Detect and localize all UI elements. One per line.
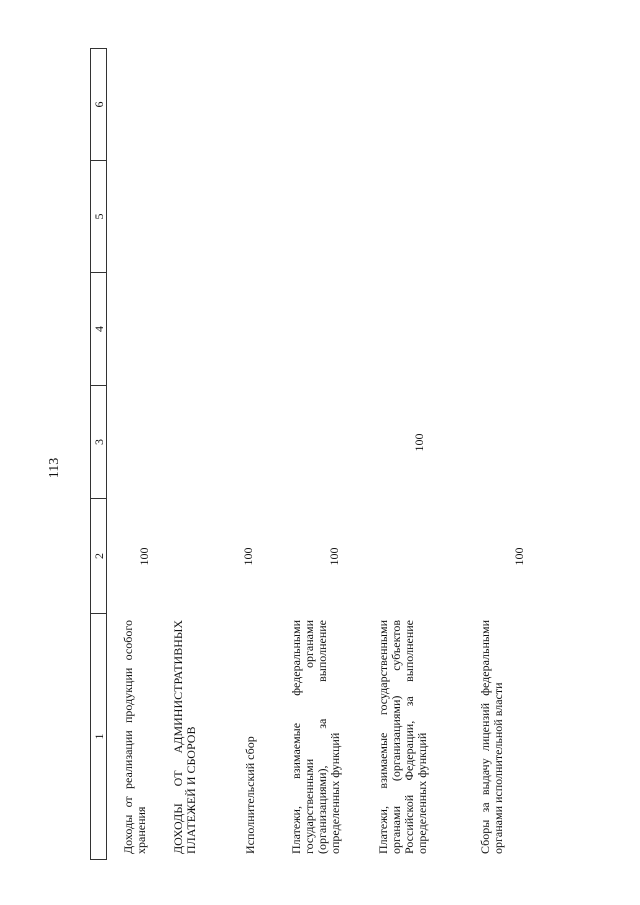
header-cell-3: 3 [90, 386, 107, 499]
header-cell-6: 6 [90, 48, 107, 161]
page-number: 113 [47, 457, 62, 479]
table-row [168, 48, 223, 860]
header-cell-5: 5 [90, 161, 107, 273]
row-label: ДОХОДЫ ОТ АДМИНИСТРАТИВНЫХ ПЛАТЕЖЕЙ И СБОРОВ [171, 620, 198, 854]
row-label: Исполнительский сбор [243, 736, 257, 854]
header-cell-4: 4 [90, 273, 107, 386]
row-value-col2: 100 [137, 547, 151, 566]
row-value-col2: 100 [512, 547, 526, 566]
row-value-col3 [240, 386, 270, 499]
row-value-col3 [118, 386, 158, 499]
row-value-col2 [168, 499, 223, 614]
revenue-table [90, 48, 552, 860]
row-value-col3 [286, 386, 346, 499]
table-row [373, 48, 448, 860]
header-cell-2: 2 [90, 499, 107, 614]
row-value-col3 [168, 386, 223, 499]
table-header-row [90, 48, 107, 860]
row-label: Сборы за выдачу лицензий федеральными органами исполнительной власти [478, 620, 505, 854]
header-cell-1: 1 [90, 614, 107, 860]
row-value-col3: 100 [412, 433, 426, 452]
row-value-col2: 100 [327, 547, 341, 566]
row-value-col2: 100 [241, 547, 255, 566]
row-label: Доходы от реализации продукции особого хранения [121, 620, 148, 854]
table-row [118, 48, 158, 860]
table-row [240, 48, 270, 860]
table-row [475, 48, 535, 860]
row-label: Платежи, взимаемые федеральными государственными органами (организациями), за выполнение определенных функций [289, 620, 342, 854]
row-label: Платежи, взимаемые государственными органами (организациями) субъектов Российской Федерации, за выполнение определенных функций [376, 620, 429, 854]
row-value-col2 [373, 499, 448, 614]
row-value-col3 [475, 386, 535, 499]
table-row [286, 48, 346, 860]
